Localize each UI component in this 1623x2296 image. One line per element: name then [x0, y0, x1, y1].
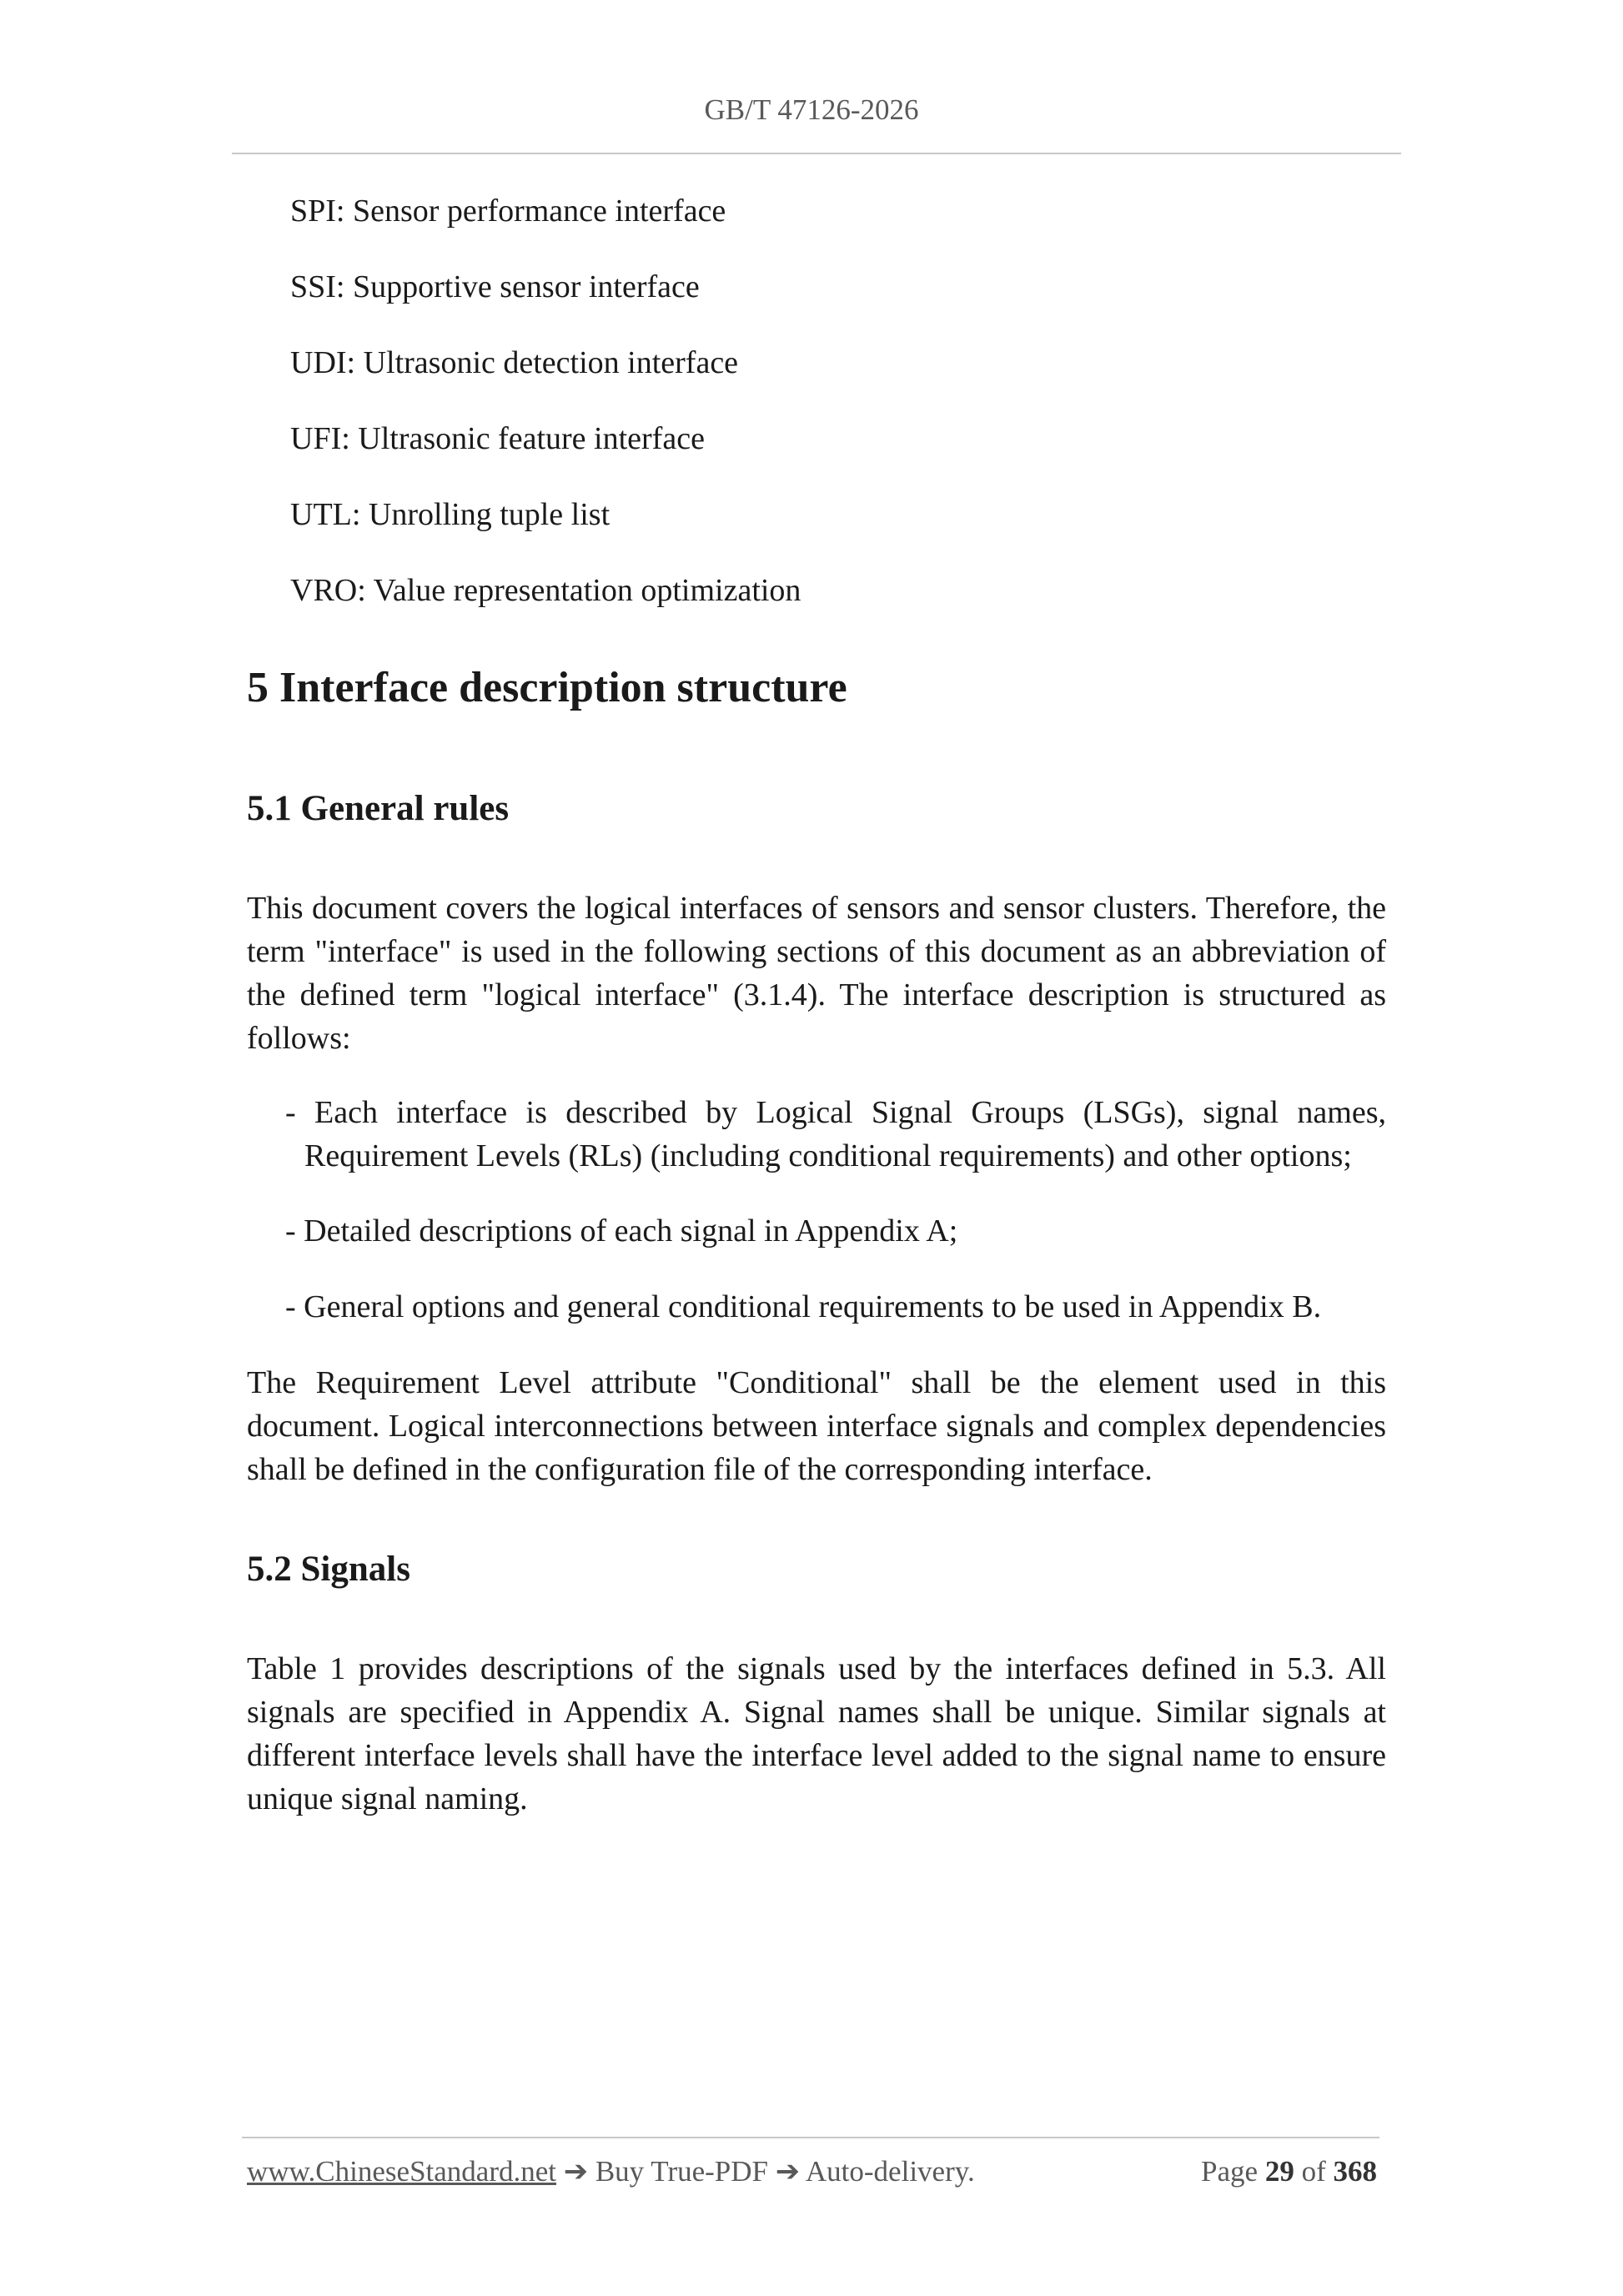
conditional-requirement-paragraph: The Requirement Level attribute "Conditional" shall be the element used in this document. Logical interconnections between interface signals and complex dependencies shall be defined in the configuration file of the corresponding interface. [247, 1365, 1386, 1487]
section-5-heading: 5 Interface description structure [247, 664, 847, 711]
bullet-item-text: - Each interface is described by Logical Signal Groups (LSGs), signal names, Requirement Levels (RLs) (including conditional requirements) and other options; [285, 1095, 1386, 1173]
buy-true-pdf-text: Buy True-PDF [595, 2155, 768, 2188]
bullet-item-text: - Detailed descriptions of each signal in Appendix A; [285, 1213, 958, 1248]
page-label: Page [1201, 2155, 1259, 2188]
abbreviation-item: SPI: Sensor performance interface [290, 193, 726, 229]
section-5-2-heading: 5.2 Signals [247, 1550, 410, 1589]
chinesestandard-link[interactable]: www.ChineseStandard.net [247, 2155, 556, 2188]
bullet-item [285, 1091, 1386, 1178]
current-page-number: 29 [1264, 2155, 1294, 2188]
abbreviation-item: UDI: Ultrasonic detection interface [290, 345, 739, 380]
abbreviation-list [290, 190, 1374, 646]
bullet-item [285, 1285, 1386, 1329]
bullet-item [285, 1209, 1386, 1253]
abbreviation-item: VRO: Value representation optimization [290, 573, 801, 608]
general-rules-intro-paragraph: This document covers the logical interfaces of sensors and sensor clusters. Therefore, the term "interface" is used in the following sections of this document as an abbreviation of the defined term "logical interface" (3.1.4). The interface description is structured as follows: [247, 891, 1386, 1056]
arrow-right-icon: ➔ [775, 2155, 801, 2188]
section-5-1-heading: 5.1 General rules [247, 789, 510, 828]
bullet-item-text: - General options and general conditional requirements to be used in Appendix B. [285, 1289, 1322, 1324]
footer-divider [242, 2137, 1379, 2138]
abbreviation-item: UTL: Unrolling tuple list [290, 497, 611, 532]
abbreviation-item: UFI: Ultrasonic feature interface [290, 421, 705, 456]
footer-promo [247, 2155, 975, 2188]
header-divider [232, 153, 1401, 154]
auto-delivery-text: Auto-delivery. [805, 2155, 975, 2188]
abbreviation-item: SSI: Supportive sensor interface [290, 269, 700, 304]
of-label: of [1301, 2155, 1326, 2188]
signals-paragraph: Table 1 provides descriptions of the signals used by the interfaces defined in 5.3. All signals are specified in Appendix A. Signal names shall be unique. Similar signals at different interface levels shall have the interface level added to the signal name to ensure unique signal naming. [247, 1651, 1386, 1816]
page-number [1201, 2155, 1377, 2188]
total-page-count: 368 [1333, 2155, 1377, 2188]
document-code-header: GB/T 47126-2026 [704, 93, 919, 126]
arrow-right-icon: ➔ [563, 2155, 589, 2188]
